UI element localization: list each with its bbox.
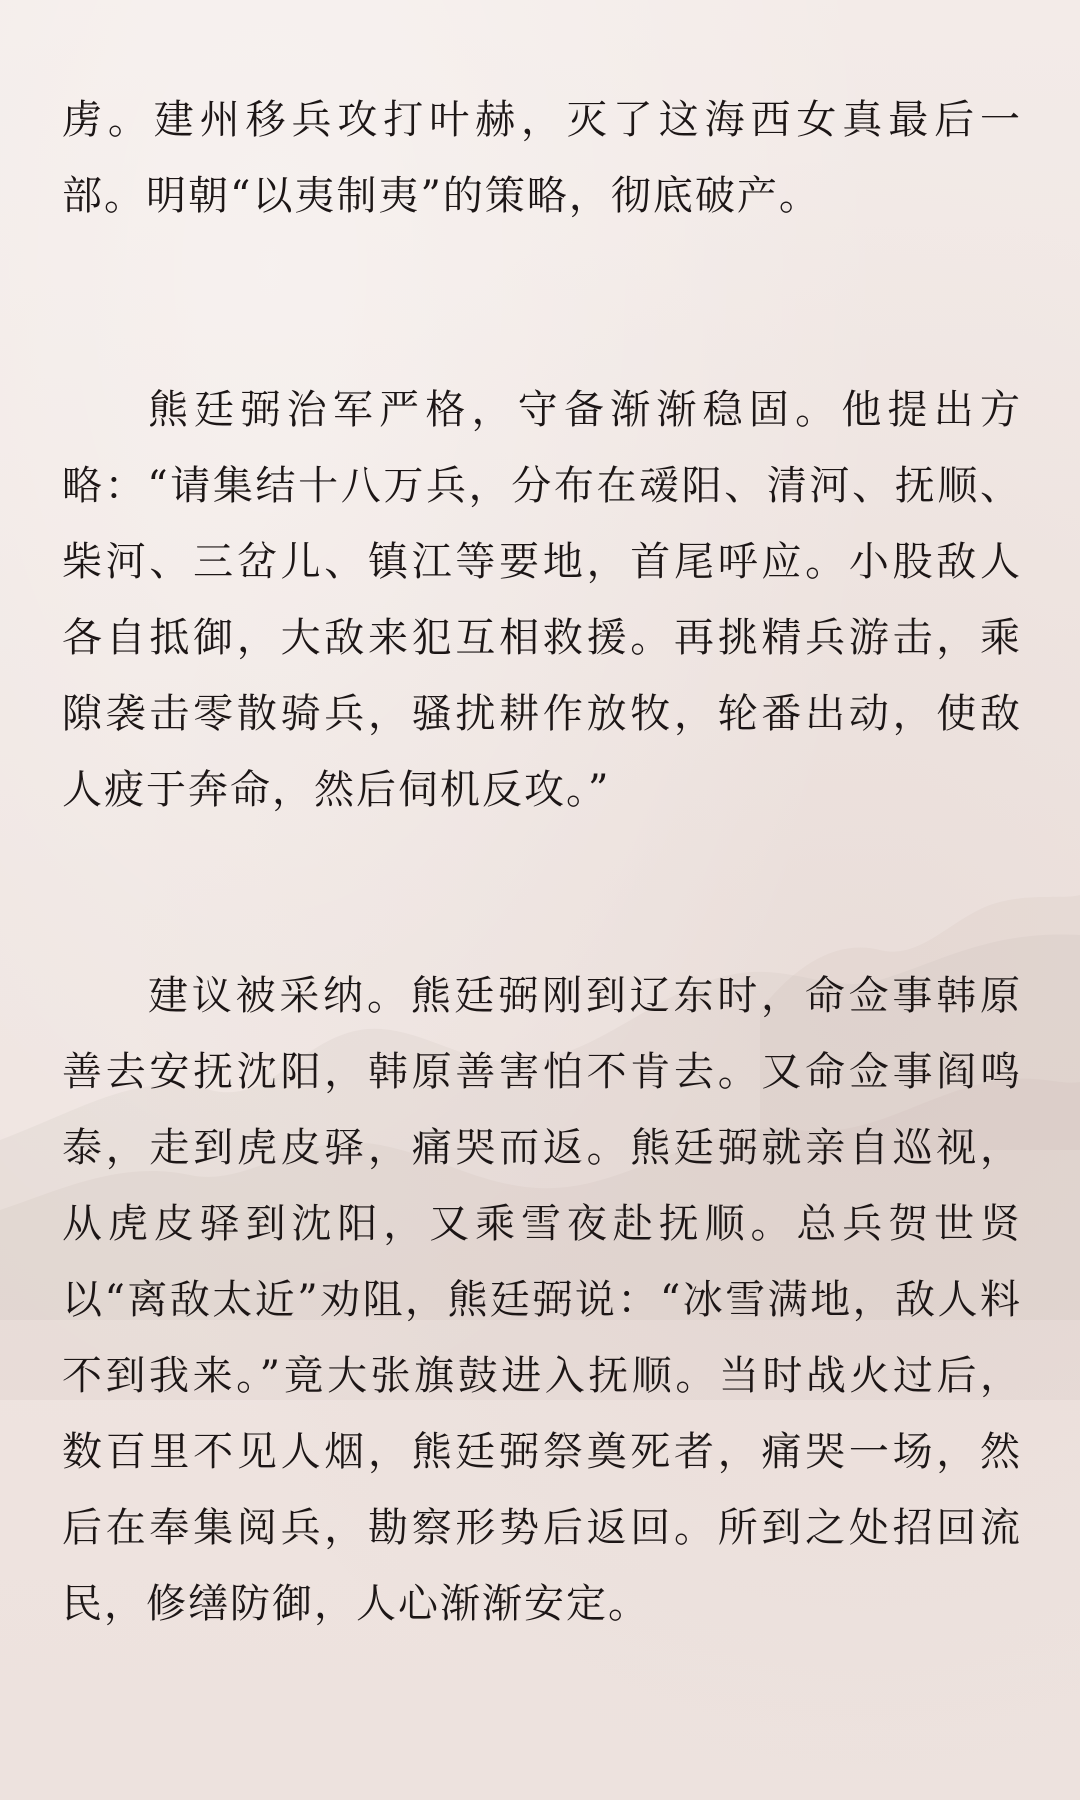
paragraph-1 — [62, 82, 1022, 234]
paragraph-text-3: 建议被采纳。熊廷弼刚到辽东时，命佥事韩原善去安抚沈阳，韩原善害怕不肯去。又命佥事阎鸣泰，走到虎皮驿，痛哭而返。熊廷弼就亲自巡视，从虎皮驿到沈阳，又乘雪夜赴抚顺。总兵贺世贤以“离敌太近”劝阻，熊廷弼说：“冰雪满地，敌人料不到我来。”竟大张旗鼓进入抚顺。当时战火过后，数百里不见人烟，熊廷弼祭奠死者，痛哭一场，然后在奉集阅兵，勘察形势后返回。所到之处招回流民，修缮防御，人心渐渐安定。 — [62, 973, 1022, 1627]
paragraph-text-2: 熊廷弼治军严格，守备渐渐稳固。他提出方略：“请集结十八万兵，分布在叆阳、清河、抚顺、柴河、三岔儿、镇江等要地，首尾呼应。小股敌人各自抵御，大敌来犯互相救援。再挑精兵游击，乘隙袭击零散骑兵，骚扰耕作放牧，轮番出动，使敌人疲于奔命，然后伺机反攻。” — [62, 387, 1022, 813]
paragraph-3 — [62, 958, 1022, 1642]
paragraph-text-1: 虏。建州移兵攻打叶赫，灭了这海西女真最后一部。明朝“以夷制夷”的策略，彻底破产。 — [62, 97, 1022, 219]
paragraph-2 — [62, 372, 1022, 828]
